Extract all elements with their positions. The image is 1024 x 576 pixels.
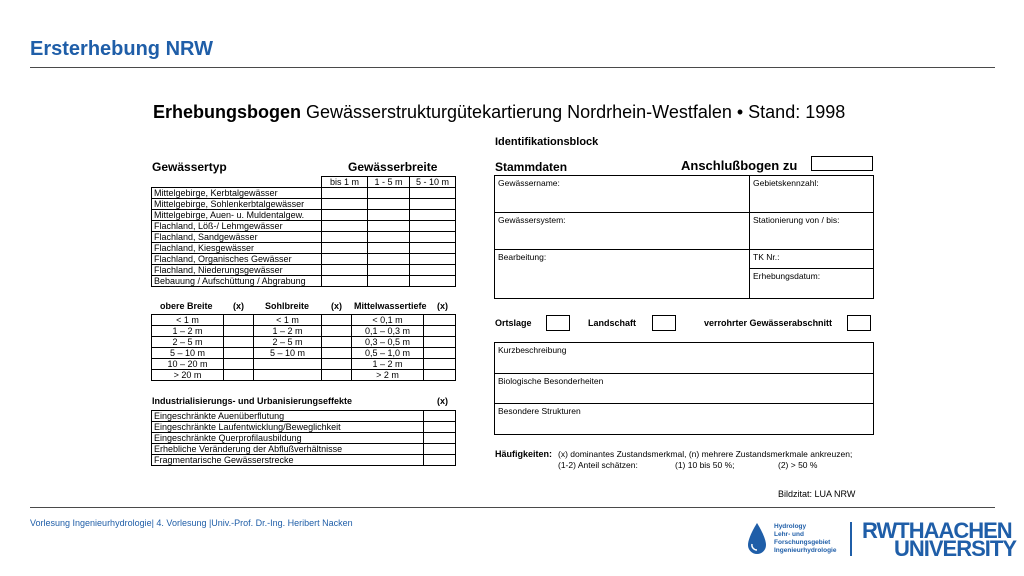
bio-label: Biologische Besonderheiten (498, 376, 604, 386)
landschaft-label: Landschaft (588, 318, 637, 328)
rwth-logo (862, 518, 1017, 561)
width-cell: 0,1 – 0,3 m (352, 326, 424, 337)
width-cell: 0,5 – 1,0 m (352, 348, 424, 359)
gewaessertyp-table (151, 176, 456, 287)
typ-row: Mittelgebirge, Auen- u. Muldentalgew. (152, 210, 322, 221)
haeufigkeiten-line2b: (1) 10 bis 50 %; (675, 460, 735, 470)
indust-row: Eingeschränkte Auenüberflutung (152, 411, 424, 422)
anschlussbogen-label: Anschlußbogen zu (681, 158, 798, 173)
stationierung-field[interactable] (749, 212, 874, 250)
form-heading (153, 102, 845, 123)
footer-text: Vorlesung Ingenieurhydrologie| 4. Vorlesung |Univ.-Prof. Dr.-Ing. Heribert Nacken (30, 518, 353, 528)
strukturen-field[interactable] (494, 403, 874, 435)
indust-table (151, 410, 456, 466)
bio-field[interactable] (494, 373, 874, 404)
strukturen-label: Besondere Strukturen (498, 406, 581, 416)
hydro-line: Ingenieurhydrologie (774, 547, 837, 554)
water-drop-icon (746, 522, 768, 556)
image-credit: Bildzitat: LUA NRW (778, 489, 856, 499)
obere-breite-label: obere Breite (160, 301, 213, 311)
width-cell: 2 – 5 m (254, 337, 322, 348)
haeufigkeiten-line2c: (2) > 50 % (778, 460, 818, 470)
rwth-line: UNIVERSITY (894, 536, 1017, 561)
width-cell: 1 – 2 m (352, 359, 424, 370)
anschlussbogen-box[interactable] (811, 156, 873, 171)
slide-title: Ersterhebung NRW (30, 38, 213, 60)
typ-row: Bebauung / Aufschüttung / Abgrabung (152, 276, 322, 287)
haeufigkeiten-line1: (x) dominantes Zustandsmerkmal, (n) mehrere Zustandsmerkmale ankreuzen; (558, 449, 853, 459)
gewaessername-label: Gewässername: (498, 178, 560, 188)
haeufigkeiten-line2a: (1-2) Anteil schätzen: (558, 460, 638, 470)
bearbeitung-label: Bearbeitung: (498, 252, 547, 262)
bearbeitung-field[interactable] (494, 249, 750, 299)
width-cell: > 2 m (352, 370, 424, 381)
identifikationsblock-label: Identifikationsblock (495, 136, 599, 148)
width-cell: > 20 m (152, 370, 224, 381)
erhebungsdatum-field[interactable] (749, 268, 874, 299)
width-cell (254, 370, 322, 381)
form-heading-bold: Erhebungsbogen (153, 102, 301, 122)
footer-divider (30, 507, 995, 508)
width-cell: 0,3 – 0,5 m (352, 337, 424, 348)
logo-divider (850, 522, 852, 556)
width-cell: < 0,1 m (352, 315, 424, 326)
gewaesserbreite-label: Gewässerbreite (348, 160, 438, 174)
width-cell (254, 359, 322, 370)
width-cell: 1 – 2 m (254, 326, 322, 337)
gewaessersystem-field[interactable] (494, 212, 750, 250)
indust-x-label: (x) (437, 396, 448, 406)
width-cell: 5 – 10 m (152, 348, 224, 359)
width-cell: 10 – 20 m (152, 359, 224, 370)
gebietskennzahl-label: Gebietskennzahl: (753, 178, 819, 188)
typ-row: Flachland, Sandgewässer (152, 232, 322, 243)
x-label: (x) (331, 301, 342, 311)
typ-row: Mittelgebirge, Kerbtalgewässer (152, 188, 322, 199)
sohlbreite-label: Sohlbreite (265, 301, 310, 311)
typ-row: Flachland, Löß-/ Lehmgewässer (152, 221, 322, 232)
tk-field[interactable] (749, 249, 874, 269)
width-cell: < 1 m (254, 315, 322, 326)
width-cell: 2 – 5 m (152, 337, 224, 348)
indust-row: Fragmentarische Gewässerstrecke (152, 455, 424, 466)
rwth-line: RWTHAACHEN (862, 518, 1012, 543)
indust-row: Eingeschränkte Laufentwicklung/Beweglichkeit (152, 422, 424, 433)
ortslage-label: Ortslage (495, 318, 532, 328)
haeufigkeiten-label: Häufigkeiten: (495, 449, 553, 459)
breite-col: bis 1 m (322, 177, 368, 188)
title-divider (30, 67, 995, 68)
verrohrt-label: verrohrter Gewässerabschnitt (704, 318, 833, 328)
erhebungsdatum-label: Erhebungsdatum: (753, 271, 821, 281)
width-cell: 1 – 2 m (152, 326, 224, 337)
tk-label: TK Nr.: (753, 252, 780, 262)
mittelwassertiefe-label: Mittelwassertiefe (354, 301, 427, 311)
width-cell: < 1 m (152, 315, 224, 326)
typ-row: Flachland, Niederungsgewässer (152, 265, 322, 276)
typ-row: Flachland, Organisches Gewässer (152, 254, 322, 265)
x-label: (x) (233, 301, 244, 311)
breite-col: 5 - 10 m (410, 177, 456, 188)
verrohrt-checkbox[interactable] (847, 315, 871, 331)
landschaft-checkbox[interactable] (652, 315, 676, 331)
form-heading-rest: Gewässerstrukturgütekartierung Nordrhein-Westfalen • Stand: 1998 (301, 102, 846, 122)
indust-row: Erhebliche Veränderung der Abflußverhältnisse (152, 444, 424, 455)
x-label: (x) (437, 301, 448, 311)
indust-row: Eingeschränkte Querprofilausbildung (152, 433, 424, 444)
width-table (151, 314, 456, 381)
gebietskennzahl-field[interactable] (749, 175, 874, 213)
kurzbeschreibung-label: Kurzbeschreibung (498, 345, 567, 355)
hydro-line: Lehr- und (774, 531, 804, 538)
gewaessername-field[interactable] (494, 175, 750, 213)
gewaessertyp-label: Gewässertyp (152, 160, 227, 174)
hydro-line: Forschungsgebiet (774, 539, 831, 546)
breite-col: 1 - 5 m (368, 177, 410, 188)
typ-row: Mittelgebirge, Sohlenkerbtalgewässer (152, 199, 322, 210)
gewaessersystem-label: Gewässersystem: (498, 215, 566, 225)
hydro-line: Hydrology (774, 523, 807, 530)
ortslage-checkbox[interactable] (546, 315, 570, 331)
typ-row: Flachland, Kiesgewässer (152, 243, 322, 254)
stationierung-label: Stationierung von / bis: (753, 215, 840, 225)
indust-label: Industrialisierungs- und Urbanisierungseffekte (152, 396, 353, 406)
width-cell: 5 – 10 m (254, 348, 322, 359)
hydrology-logo-text (774, 523, 836, 555)
stammdaten-label: Stammdaten (495, 160, 568, 174)
kurzbeschreibung-field[interactable] (494, 342, 874, 374)
